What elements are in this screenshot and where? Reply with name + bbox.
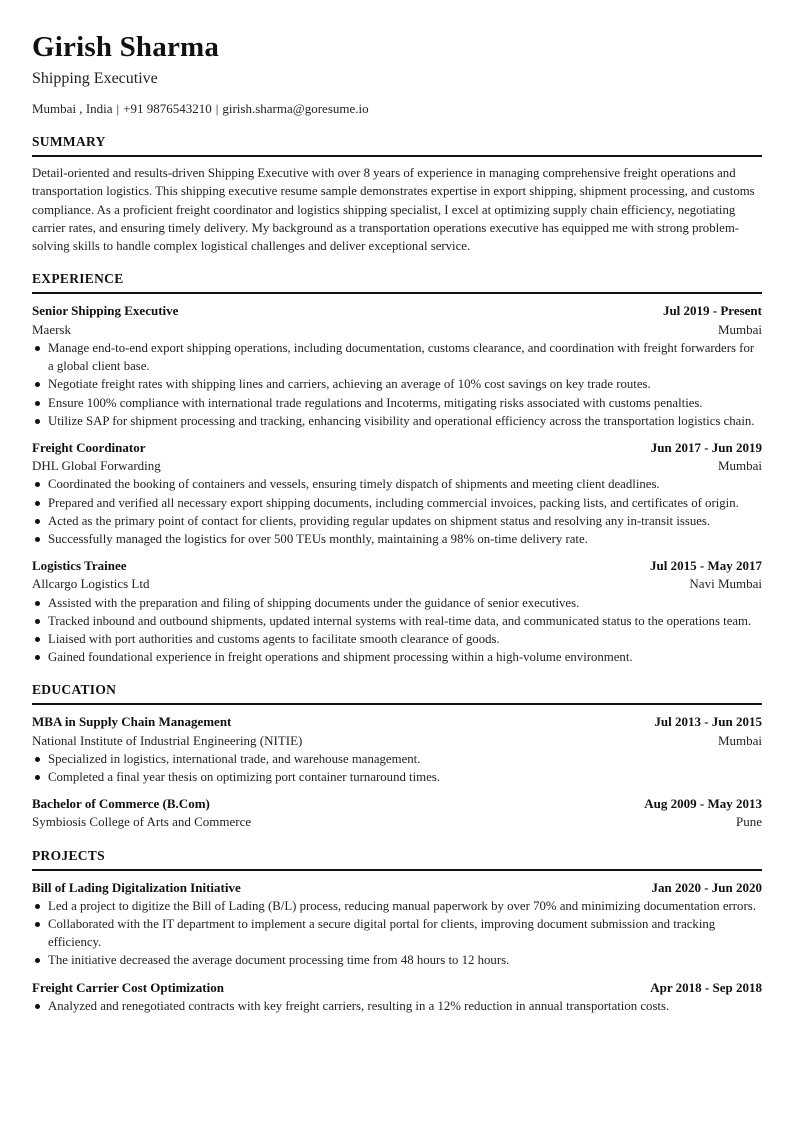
- bullet-item: Successfully managed the logistics for over 500 TEUs monthly, maintaining a 98% on-time delivery rate.: [32, 530, 762, 548]
- job-title: Senior Shipping Executive: [32, 303, 179, 319]
- project-entry: [32, 879, 762, 970]
- bullet-item: Prepared and verified all necessary export shipping documents, including commercial invoices, packing lists, and certificates of origin.: [32, 494, 762, 512]
- bullet-item: Analyzed and renegotiated contracts with key freight carriers, resulting in a 12% reduction in annual transportation costs.: [32, 997, 762, 1015]
- bullet-item: Manage end-to-end export shipping operations, including documentation, customs clearance, and coordination with freight forwarders for a global client base.: [32, 339, 762, 375]
- company-name: Allcargo Logistics Ltd: [32, 576, 150, 592]
- bullet-item: Liaised with port authorities and customs agents to facilitate smooth clearance of goods.: [32, 630, 762, 648]
- school-name: National Institute of Industrial Engineering (NITIE): [32, 732, 303, 748]
- job-location: Mumbai: [717, 458, 762, 474]
- contact-city: Mumbai ,: [32, 101, 83, 116]
- contact-line: [32, 100, 762, 118]
- job-location: Navi Mumbai: [689, 576, 762, 592]
- job-bullets: [32, 339, 762, 430]
- candidate-name: Girish Sharma: [32, 31, 220, 63]
- school-name: Symbiosis College of Arts and Commerce: [32, 814, 252, 830]
- project-dates: Jan 2020 - Jun 2020: [651, 879, 762, 895]
- section-title-projects: PROJECTS: [32, 847, 762, 871]
- bullet-item: Assisted with the preparation and filing of shipping documents under the guidance of senior executives.: [32, 594, 762, 612]
- job-dates: Jul 2019 - Present: [662, 303, 762, 319]
- job-bullets: [32, 475, 762, 548]
- bullet-item: Completed a final year thesis on optimizing port container turnaround times.: [32, 768, 762, 786]
- bullet-item: Coordinated the booking of containers and vessels, ensuring timely dispatch of shipments and meeting client deadlines.: [32, 475, 762, 493]
- section-title-summary: SUMMARY: [32, 133, 762, 157]
- company-name: DHL Global Forwarding: [32, 458, 161, 474]
- contact-country: India: [85, 101, 113, 116]
- summary-text: Detail-oriented and results-driven Shipping Executive with over 8 years of experience in managing comprehensive freight operations and transportation logistics. This shipping executive resume sample demonstrates expertise in export shipping, shipment processing, and customs compliance. As a proficient freight coordinator and logistics shipping specialist, I excel at optimizing supply chain efficiency, negotiating carrier rates, and ensuring timely delivery. My background as a transportation operations executive has equipped me with strong problem-solving skills to handle complex logistical challenges and deliver exceptional service.: [32, 166, 755, 254]
- education-bullets: [32, 750, 762, 786]
- project-bullets: [32, 897, 762, 970]
- candidate-role: Shipping Executive: [32, 70, 158, 87]
- job-bullets: [32, 594, 762, 667]
- education-entry: [32, 795, 762, 831]
- education-dates: Aug 2009 - May 2013: [644, 796, 762, 812]
- summary-section: [32, 133, 762, 255]
- project-name: Bill of Lading Digitalization Initiative: [32, 879, 241, 895]
- experience-entry: [32, 557, 762, 666]
- project-dates: Apr 2018 - Sep 2018: [650, 979, 762, 995]
- bullet-item: Gained foundational experience in freight operations and shipment processing within a high-volume environment.: [32, 648, 762, 666]
- bullet-item: Led a project to digitize the Bill of Lading (B/L) process, reducing manual paperwork by over 70% and minimizing documentation errors.: [32, 897, 762, 915]
- job-dates: Jun 2017 - Jun 2019: [650, 439, 762, 455]
- degree-name: MBA in Supply Chain Management: [32, 714, 232, 730]
- company-name: Maersk: [32, 321, 71, 337]
- contact-separator: |: [215, 101, 219, 116]
- bullet-item: Specialized in logistics, international trade, and warehouse management.: [32, 750, 762, 768]
- job-title: Logistics Trainee: [32, 558, 127, 574]
- bullet-item: Negotiate freight rates with shipping lines and carriers, achieving an average of 10% cost savings on key trade routes.: [32, 375, 762, 393]
- school-location: Mumbai: [717, 732, 762, 748]
- education-section: [32, 681, 762, 831]
- experience-entry: [32, 302, 762, 429]
- education-dates: Jul 2013 - Jun 2015: [654, 714, 762, 730]
- project-entry: [32, 979, 762, 1015]
- project-name: Freight Carrier Cost Optimization: [32, 979, 224, 995]
- experience-section: [32, 270, 762, 666]
- bullet-item: Acted as the primary point of contact for clients, providing regular updates on shipment status and resolving any in-transit issues.: [32, 512, 762, 530]
- contact-email[interactable]: girish.sharma@goresume.io: [222, 101, 369, 116]
- contact-separator: |: [116, 101, 120, 116]
- job-location: Mumbai: [717, 321, 762, 337]
- degree-name: Bachelor of Commerce (B.Com): [32, 796, 210, 812]
- projects-section: [32, 847, 762, 1015]
- section-title-experience: EXPERIENCE: [32, 270, 762, 294]
- job-dates: Jul 2015 - May 2017: [650, 558, 762, 574]
- resume-header: [32, 30, 762, 118]
- section-title-education: EDUCATION: [32, 681, 762, 705]
- experience-entry: [32, 439, 762, 548]
- school-location: Pune: [736, 814, 762, 830]
- bullet-item: Ensure 100% compliance with international trade regulations and Incoterms, mitigating risks associated with customs penalties.: [32, 394, 762, 412]
- education-entry: [32, 713, 762, 786]
- job-title: Freight Coordinator: [32, 439, 146, 455]
- bullet-item: Collaborated with the IT department to implement a secure digital portal for clients, improving document submission and tracking efficiency.: [32, 915, 762, 951]
- contact-phone[interactable]: +91 9876543210: [123, 101, 212, 116]
- bullet-item: Utilize SAP for shipment processing and tracking, enhancing visibility and operational efficiency across the transportation logistics chain.: [32, 412, 762, 430]
- project-bullets: [32, 997, 762, 1015]
- bullet-item: Tracked inbound and outbound shipments, updated internal systems with real-time data, and communicated status to the operations team.: [32, 612, 762, 630]
- bullet-item: The initiative decreased the average document processing time from 48 hours to 12 hours.: [32, 951, 762, 969]
